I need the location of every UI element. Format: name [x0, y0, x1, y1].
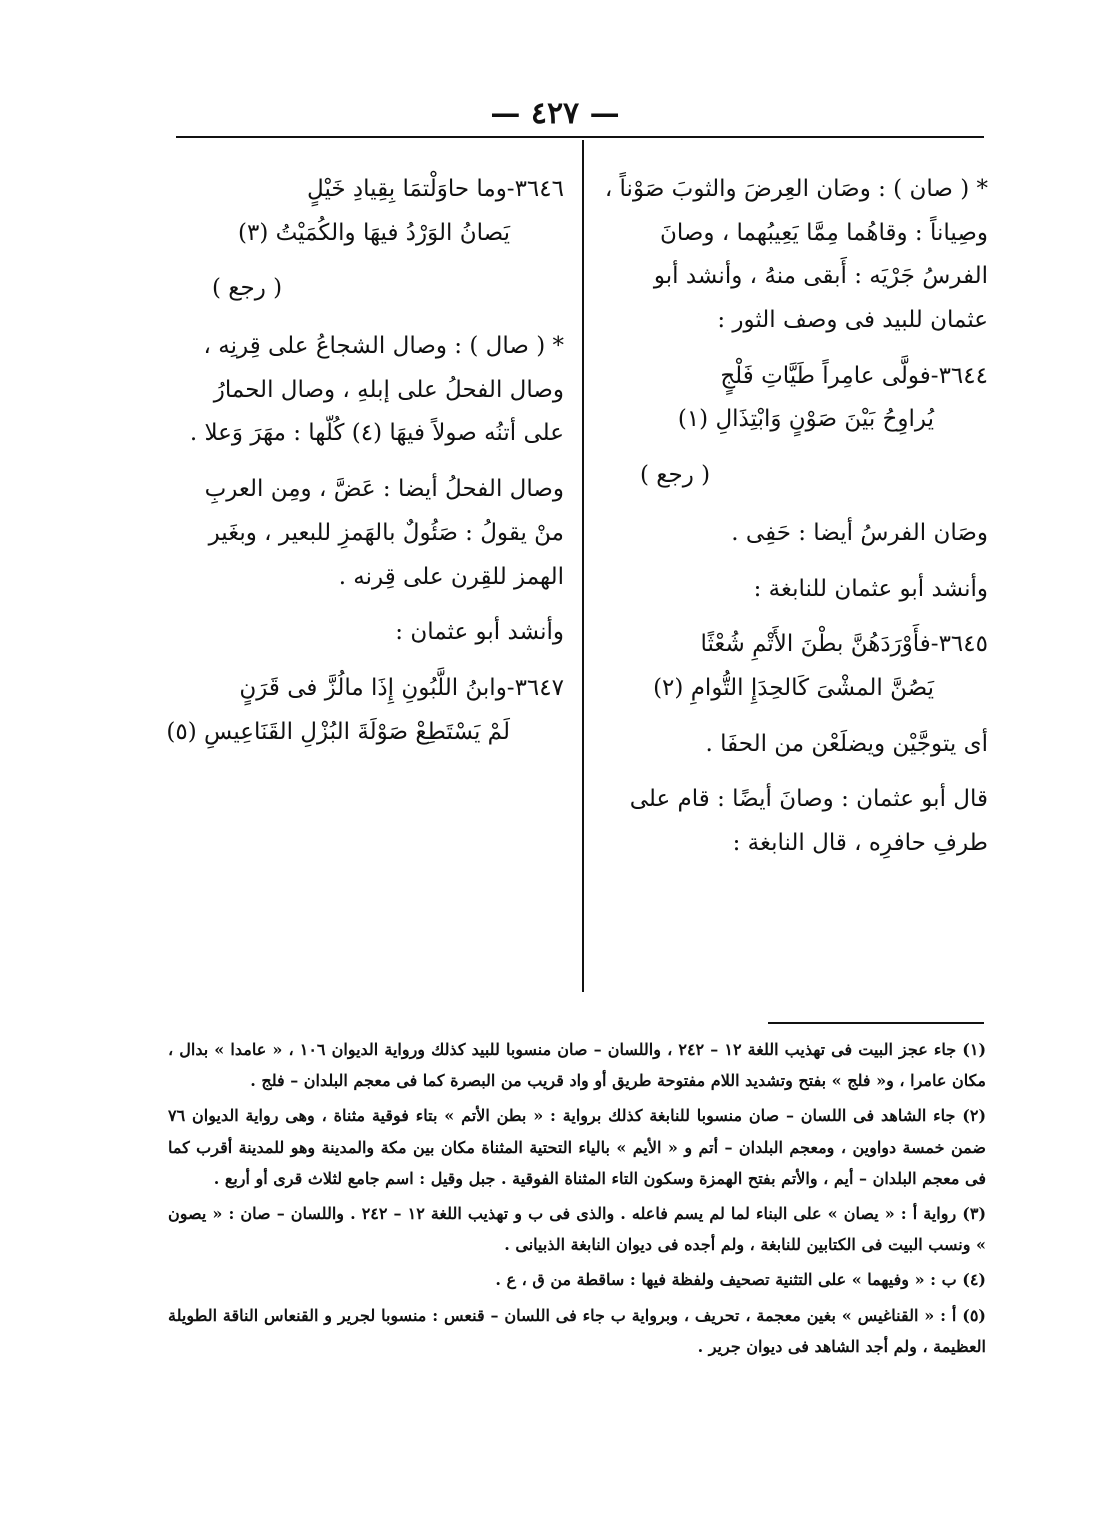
verse-3645-line-1: ٣٦٤٥-فأَوْرَدَهُنَّ بطْنَ الأَتْمِ شُعْثًا: [700, 631, 988, 658]
column-divider: [582, 140, 584, 992]
verse-3647: [166, 667, 564, 754]
verse-3647-line-1: ٣٦٤٧-وابنُ اللَّبُونِ إِذَا مالُزَّ فى قَرَنٍ: [239, 674, 564, 701]
footnotes: [168, 1034, 986, 1366]
entry-sal: * ( صال ) : وصال الشجاعُ على قِرنِه ، وصال الفحلُ على إبلهِ ، وصال الحمارُ على أتنُه صولاً فيهَا (٤) كُلّها : مهَرَ وَعلا .: [189, 333, 564, 447]
reference-marker: ( رجع ): [212, 275, 283, 302]
reference-marker: ( رجع ): [640, 462, 711, 489]
verse-3645-line-2: يَصُنَّ المشْىَ كَالحِدَإِ التُّوامِ (٢): [653, 674, 934, 701]
left-column: [166, 168, 564, 766]
verse-3645: [600, 623, 988, 710]
verse-3646-line-1: ٣٦٤٦-وما حاوَلْتمَا بِقِيادِ خَيْلٍ: [307, 176, 564, 202]
paragraph: وأنشد أبو عثمان :: [395, 619, 564, 646]
footnote-5: (٥) أ : « القناغيس » بغين معجمة ، تحريف ، وبرواية ب جاء فى اللسان – قنعس : منسوبا لجرير و القنعاس الناقة الطويلة العظيمة ، ولم أجد الشاهد فى ديوان جرير .: [168, 1305, 986, 1356]
footnote-4: (٤) ب : « وفيهما » على التثنية تصحيف ولفظة فيها : ساقطة من ق ، ع .: [495, 1270, 986, 1290]
verse-3647-line-2: لَمْ يَسْتَطِعْ صَوْلَةَ البُزْلِ القَنَاعِيسِ (٥): [166, 718, 510, 745]
verse-3644-line-2: يُراوِحُ بَيْنَ صَوْنٍ وَابْتِذَالِ (١): [677, 406, 934, 433]
verse-3646: [172, 168, 564, 255]
header-rule: [176, 136, 984, 138]
verse-3644-line-1: ٣٦٤٤-فولَّى عامِراً طَيَّاتِ فَلْجٍ: [720, 362, 988, 389]
footnotes-rule: [768, 1022, 984, 1024]
entry-san: * ( صان ) : وصَان العِرضَ والثوبَ صَوْناً ، وصِياناً : وقاهُما مِمَّا يَعِيبُهما ، وصانَ الفرسُ جَرْيَه : أَبقى منهُ ، وأنشد أبو عثمان للبيد فى وصف الثور :: [604, 176, 988, 334]
paragraph: وصال الفحلُ أيضا : عَضَّ ، ومِن العربِ منْ يقولُ : صَئُولٌ بالهَمزِ للبعير ، وبغَير الهمز للقِرن على قِرنه .: [204, 476, 564, 590]
footnote-3: (٣) رواية أ : « يصان » على البناء لما لم يسم فاعله . والذى فى ب و تهذيب اللغة ١٢ – ٢٤٢ . واللسان – صان : « يصون » ونسب البيت فى الكتابين للنابغة ، ولم أجده فى ديوان النابغة الذبيانى .: [168, 1203, 987, 1255]
footnote-2: (٢) جاء الشاهد فى اللسان – صان منسوبا للنابغة كذلك برواية : « بطن الأتم » بتاء فوقية مثناة ، وهى رواية الديوان ٧٦ ضمن خمسة دواوين ، ومعجم البلدان – أتم و « الأيم » بالياء التحتية المثناة مكان بين مكة والمدينة وهو للمدينة أقرب كما فى معجم البلدان – أيم ، والأتم بفتح الهمزة وسكون التاء المثناة الفوقية . جبل وقيل : اسم جامع لثلاث قرى أو أربع .: [168, 1106, 987, 1188]
paragraph: وأنشد أبو عثمان للنابغة :: [753, 575, 988, 602]
page-number: — ٤٢٧ —: [490, 96, 620, 131]
paragraph: أى يتوجَّيْن ويضلَعْن من الحفَا .: [705, 730, 988, 757]
paragraph: وصَان الفرسُ أيضا : حَفِى .: [731, 519, 988, 546]
right-column: [600, 168, 988, 878]
verse-3646-line-2: يَصانُ الوَرْدُ فيهَا والكُمَيْتُ (٣): [237, 219, 510, 246]
footnote-1: (١) جاء عجز البيت فى تهذيب اللغة ١٢ – ٢٤٢ ، واللسان – صان منسوبا للبيد كذلك ورواية الديوان ١٠٦ ، « عامدا » بدال ، مكان عامرا ، و« فلج » بفتح وتشديد اللام مفتوحة طريق أو واد قريب من البصرة كما فى معجم البلدان – فلج .: [168, 1040, 987, 1091]
verse-3644: [600, 355, 988, 442]
paragraph: قال أبو عثمان : وصانَ أيضًا : قام على طرفِ حافرِه ، قال النابغة :: [629, 786, 988, 856]
